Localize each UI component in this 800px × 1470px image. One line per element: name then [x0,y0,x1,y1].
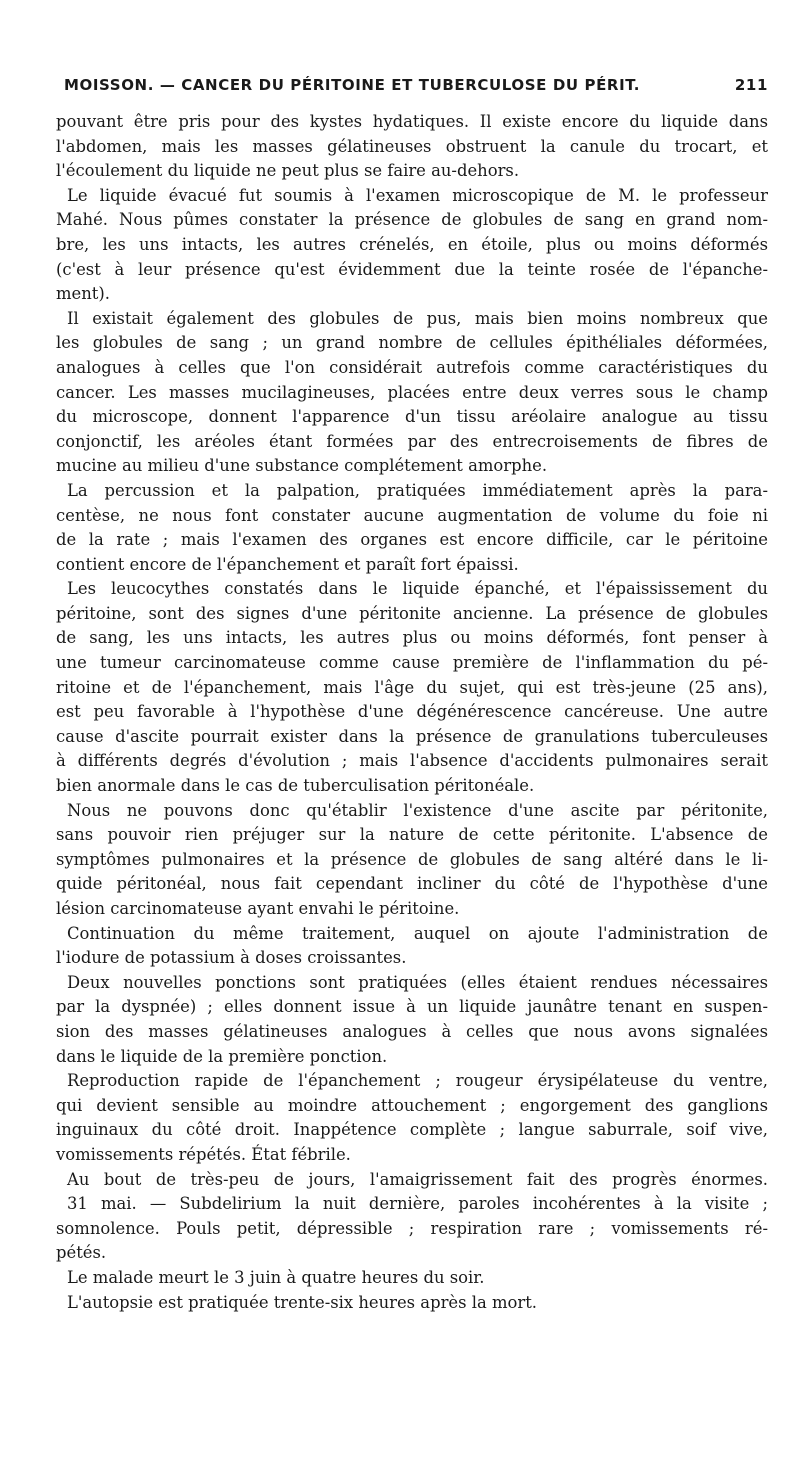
book-page [56,0,768,1470]
text-line: centèse, ne nous font constater aucune augmentation de volume du foie ni [56,505,768,525]
text-line: contient encore de l'épanchement et paraît fort épaissi. [56,554,519,574]
text-line: symptômes pulmonaires et la présence de globules de sang altéré dans le li- [56,849,768,869]
text-line: Mahé. Nous pûmes constater la présence de globules de sang en grand nom- [56,210,768,230]
text-line: de sang, les uns intacts, les autres plus ou moins déformés, font penser à [56,628,768,648]
text-line: péritoine, sont des signes d'une péritonite ancienne. La présence de globules [56,603,768,623]
text-line: L'autopsie est pratiquée trente-six heures après la mort. [67,1292,537,1312]
text-line: de la rate ; mais l'examen des organes est encore difficile, car le péritoine [56,530,768,550]
text-line: Le liquide évacué fut soumis à l'examen microscopique de M. le professeur [67,185,768,205]
text-line: bien anormale dans le cas de tuberculisation péritonéale. [56,776,535,796]
text-line: conjonctif, les aréoles étant formées par des entrecroisements de fibres de [56,431,768,451]
text-line: sans pouvoir rien préjuger sur la nature de cette péritonite. L'absence de [56,825,768,845]
body-text [56,110,768,1315]
text-line: Le malade meurt le 3 juin à quatre heures du soir. [67,1267,485,1287]
text-line: 31 mai. — Subdelirium la nuit dernière, paroles incohérentes à la visite ; [67,1194,768,1214]
text-line: Les leucocythes constatés dans le liquide épanché, et l'épaississement du [67,579,768,599]
text-line: Il existait également des globules de pus, mais bien moins nombreux que [67,308,768,328]
text-line: cause d'ascite pourrait exister dans la présence de granulations tuberculeuses [56,726,768,746]
text-line: Au bout de très-peu de jours, l'amaigrissement fait des progrès énormes. [67,1169,768,1189]
text-line: Reproduction rapide de l'épanchement ; rougeur érysipélateuse du ventre, [67,1071,768,1091]
text-line: du microscope, donnent l'apparence d'un tissu aréolaire analogue au tissu [56,407,768,427]
text-line: ment). [56,284,110,304]
page-number: 211 [734,76,768,94]
text-line: par la dyspnée) ; elles donnent issue à un liquide jaunâtre tenant en suspen- [56,997,768,1017]
text-line: inguinaux du côté droit. Inappétence complète ; langue saburrale, soif vive, [56,1120,768,1140]
text-line: cancer. Les masses mucilagineuses, placées entre deux verres sous le champ [56,382,768,402]
text-line: pouvant être pris pour des kystes hydatiques. Il existe encore du liquide dans [56,112,768,131]
text-line: Nous ne pouvons donc qu'établir l'existence d'une ascite par péritonite, [67,800,768,820]
text-line: l'abdomen, mais les masses gélatineuses obstruent la canule du trocart, et [56,136,768,156]
text-line: les globules de sang ; un grand nombre de cellules épithéliales déformées, [56,333,768,353]
text-line: ritoine et de l'épanchement, mais l'âge du sujet, qui est très-jeune (25 ans), [56,677,768,697]
text-line: analogues à celles que l'on considérait autrefois comme caractéristiques du [56,357,768,377]
text-line: est peu favorable à l'hypothèse d'une dégénérescence cancéreuse. Une autre [56,702,768,722]
text-line: Deux nouvelles ponctions sont pratiquées (elles étaient rendues nécessaires [67,972,768,992]
text-line: dans le liquide de la première ponction. [56,1046,388,1066]
text-line: pétés. [56,1243,107,1263]
text-line: Continuation du même traitement, auquel on ajoute l'administration de [67,923,768,943]
text-line: l'écoulement du liquide ne peut plus se faire au-dehors. [56,161,520,181]
text-line: quide péritonéal, nous fait cependant incliner du côté de l'hypothèse d'une [56,874,768,894]
text-line: qui devient sensible au moindre attouchement ; engorgement des ganglions [56,1095,768,1115]
text-line: vomissements répétés. État fébrile. [56,1144,351,1164]
text-line: La percussion et la palpation, pratiquées immédiatement après la para- [67,480,768,500]
text-line: à différents degrés d'évolution ; mais l'absence d'accidents pulmonaires serait [56,751,768,771]
text-line: sion des masses gélatineuses analogues à celles que nous avons signalées [56,1021,768,1041]
text-line: lésion carcinomateuse ayant envahi le péritoine. [56,899,460,918]
text-line: une tumeur carcinomateuse comme cause première de l'inflammation du pé- [56,653,768,673]
running-title: MOISSON. — CANCER DU PÉRITOINE ET TUBERCULOSE DU PÉRIT. [64,76,641,94]
text-line: somnolence. Pouls petit, dépressible ; respiration rare ; vomissements ré- [56,1218,768,1238]
text-line: mucine au milieu d'une substance complétement amorphe. [56,456,548,476]
text-line: bre, les uns intacts, les autres crénelés, en étoile, plus ou moins déformés [56,234,768,254]
text-line: l'iodure de potassium à doses croissantes. [56,948,407,968]
running-head [56,76,768,100]
text-line: (c'est à leur présence qu'est évidemment due la teinte rosée de l'épanche- [56,259,768,279]
